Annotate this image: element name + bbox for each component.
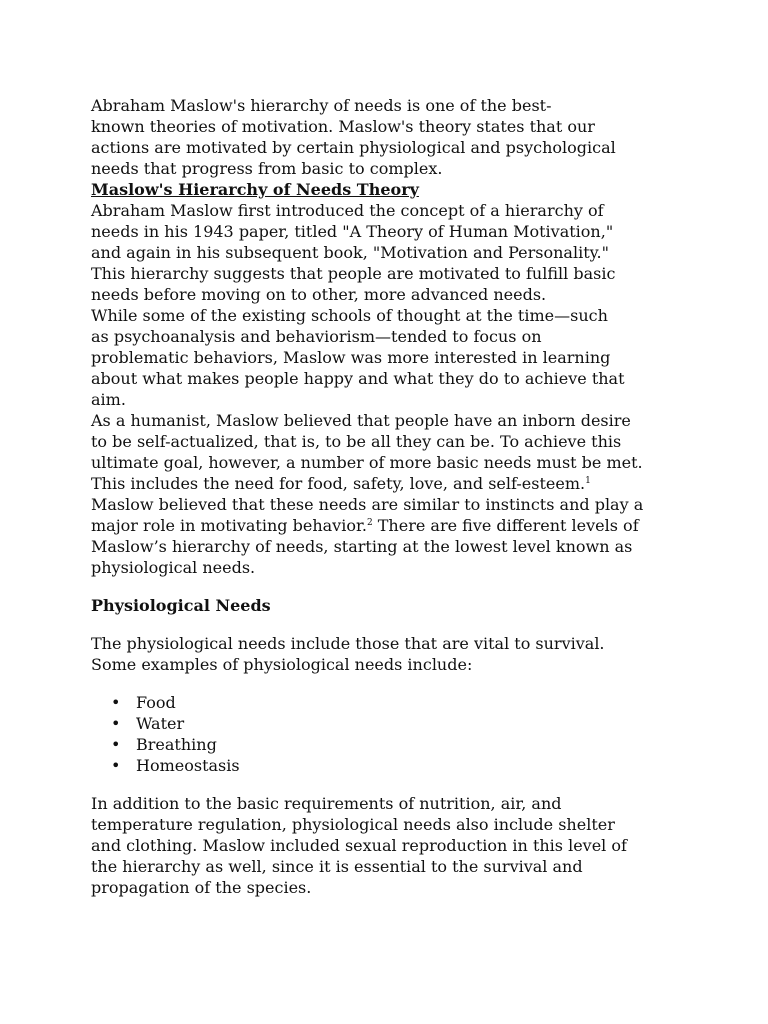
body-line: physiological needs. <box>91 558 256 577</box>
body-line-with-footnote <box>91 473 671 494</box>
list-item-label: Breathing <box>136 735 217 754</box>
needs-list <box>91 692 671 776</box>
list-item <box>111 755 671 776</box>
body-line: needs before moving on to other, more advanced needs. <box>91 285 547 304</box>
body-paragraph-2 <box>91 305 671 410</box>
body-paragraph-3 <box>91 410 671 578</box>
body-line: to be self-actualized, that is, to be all they can be. To achieve this <box>91 432 622 451</box>
body-line: propagation of the species. <box>91 878 312 897</box>
bullet-icon: • <box>111 735 121 754</box>
body-line: This hierarchy suggests that people are motivated to fulfill basic <box>91 264 616 283</box>
body-line: needs in his 1943 paper, titled "A Theory of Human Motivation," <box>91 222 614 241</box>
body-line: Some examples of physiological needs include: <box>91 655 473 674</box>
body-line: Maslow believed that these needs are similar to instincts and play a <box>91 495 644 514</box>
body-line: aim. <box>91 390 126 409</box>
body-line: While some of the existing schools of thought at the time—such <box>91 306 608 325</box>
body-text: major role in motivating behavior. <box>91 516 367 535</box>
body-line: ultimate goal, however, a number of more basic needs must be met. <box>91 453 643 472</box>
list-item <box>111 692 671 713</box>
list-item-label: Food <box>136 693 176 712</box>
body-line-with-footnote <box>91 515 671 536</box>
intro-line: Abraham Maslow's hierarchy of needs is one of the best- <box>91 96 552 115</box>
list-item <box>111 734 671 755</box>
physiological-intro <box>91 633 671 675</box>
body-line: Abraham Maslow first introduced the concept of a hierarchy of <box>91 201 604 220</box>
body-line: temperature regulation, physiological needs also include shelter <box>91 815 615 834</box>
intro-line: needs that progress from basic to complex. <box>91 159 443 178</box>
footnote-marker: 2 <box>366 518 373 528</box>
body-line: and again in his subsequent book, "Motivation and Personality." <box>91 243 609 262</box>
body-line: As a humanist, Maslow believed that people have an inborn desire <box>91 411 631 430</box>
intro-line: actions are motivated by certain physiological and psychological <box>91 138 616 157</box>
bullet-icon: • <box>111 714 121 733</box>
physiological-needs-heading: Physiological Needs <box>91 596 271 615</box>
list-item-label: Homeostasis <box>136 756 240 775</box>
body-text: This includes the need for food, safety, love, and self-esteem. <box>91 474 586 493</box>
bullet-icon: • <box>111 756 121 775</box>
body-text: There are five different levels of <box>372 516 639 535</box>
footnote-marker: 1 <box>585 476 591 486</box>
body-line: the hierarchy as well, since it is essential to the survival and <box>91 857 583 876</box>
list-item <box>111 713 671 734</box>
body-line: problematic behaviors, Maslow was more interested in learning <box>91 348 611 367</box>
body-line: The physiological needs include those that are vital to survival. <box>91 634 605 653</box>
body-line: about what makes people happy and what they do to achieve that <box>91 369 625 388</box>
body-line: and clothing. Maslow included sexual reproduction in this level of <box>91 836 627 855</box>
intro-paragraph <box>91 95 671 179</box>
document-page <box>91 95 671 898</box>
body-line: In addition to the basic requirements of nutrition, air, and <box>91 794 562 813</box>
body-line: as psychoanalysis and behaviorism—tended to focus on <box>91 327 542 346</box>
body-paragraph-1 <box>91 200 671 305</box>
bullet-icon: • <box>111 693 121 712</box>
body-line: Maslow’s hierarchy of needs, starting at the lowest level known as <box>91 537 633 556</box>
section-heading: Maslow's Hierarchy of Needs Theory <box>91 180 419 199</box>
physiological-closing-paragraph <box>91 793 671 898</box>
list-item-label: Water <box>136 714 185 733</box>
intro-line: known theories of motivation. Maslow's theory states that our <box>91 117 595 136</box>
